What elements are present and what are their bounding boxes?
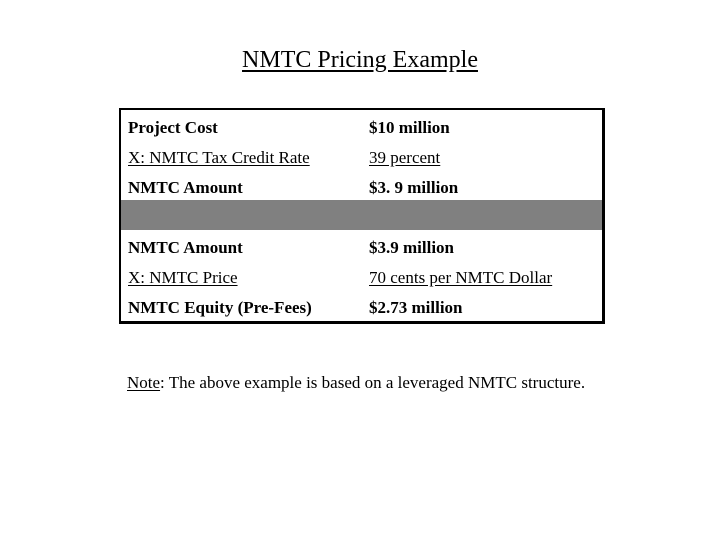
note-label: Note bbox=[127, 373, 161, 392]
row-label: X: NMTC Tax Credit Rate bbox=[128, 148, 310, 167]
table-row bbox=[121, 173, 602, 203]
note-text: : The above example is based on a leveraged NMTC structure. bbox=[160, 373, 586, 392]
row-value: 70 cents per NMTC Dollar bbox=[369, 268, 553, 287]
footnote bbox=[127, 371, 587, 394]
row-label: NMTC Amount bbox=[128, 238, 243, 257]
slide-title: NMTC Pricing Example bbox=[242, 47, 478, 73]
table-row bbox=[121, 293, 602, 323]
row-label: NMTC Equity (Pre-Fees) bbox=[128, 298, 312, 317]
gray-divider-band bbox=[121, 200, 602, 230]
row-value: 39 percent bbox=[369, 148, 441, 167]
table-row bbox=[121, 143, 602, 173]
row-label: Project Cost bbox=[128, 118, 218, 137]
row-label: NMTC Amount bbox=[128, 178, 243, 197]
row-value: $3.9 million bbox=[369, 238, 455, 257]
pricing-table bbox=[119, 108, 605, 324]
table-row bbox=[121, 233, 602, 263]
row-label: X: NMTC Price bbox=[128, 268, 238, 287]
table-row bbox=[121, 263, 602, 293]
row-value: $10 million bbox=[369, 118, 450, 137]
row-value: $3. 9 million bbox=[369, 178, 459, 197]
row-value: $2.73 million bbox=[369, 298, 463, 317]
table-row bbox=[121, 113, 602, 143]
